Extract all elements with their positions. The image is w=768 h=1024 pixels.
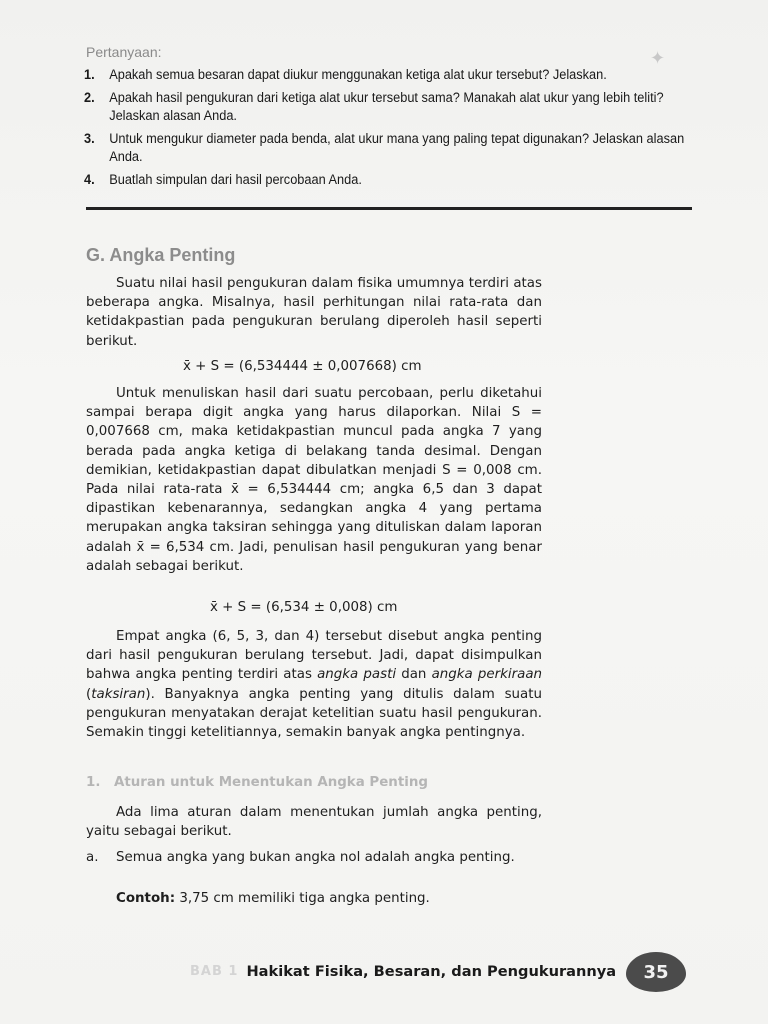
example-text: 3,75 cm memiliki tiga angka penting. bbox=[175, 891, 430, 906]
text-span: Empat angka (6, 5, 3, dan 4) tersebut disebut angka penting dari hasil pengukuran berulang tersebut. Jadi, dapat disimpulkan bahwa angka penting terdiri atas bbox=[86, 629, 542, 683]
question-number: 1. bbox=[84, 67, 95, 83]
example-label: Contoh: bbox=[116, 891, 176, 906]
term-taksiran: taksiran bbox=[91, 686, 146, 702]
question-number: 2. bbox=[84, 90, 95, 106]
rule-item-a bbox=[86, 848, 542, 867]
paragraph-significant bbox=[86, 627, 542, 742]
rule-letter: a. bbox=[86, 850, 99, 865]
question-text: Buatlah simpulan dari hasil percobaan Anda. bbox=[109, 172, 362, 188]
rule-text: Semua angka yang bukan angka nol adalah angka penting. bbox=[116, 850, 515, 865]
list-item bbox=[84, 66, 693, 84]
question-text: Apakah hasil pengukuran dari ketiga alat ukur tersebut sama? Manakah alat ukur yang lebih teliti? Jelaskan alasan Anda. bbox=[109, 90, 664, 124]
chapter-label: BAB 1 bbox=[190, 963, 239, 979]
subsection-heading bbox=[86, 775, 428, 790]
section-title: G. Angka Penting bbox=[86, 245, 236, 265]
page-number: 35 bbox=[643, 961, 669, 983]
example-line bbox=[116, 891, 430, 906]
list-item bbox=[84, 171, 693, 189]
question-text: Apakah semua besaran dapat diukur menggunakan ketiga alat ukur tersebut? Jelaskan. bbox=[109, 67, 607, 83]
paragraph-rounding: Untuk menuliskan hasil dari suatu percobaan, perlu diketahui sampai berapa digit angka yang harus dilaporkan. Nilai S = 0,007668 cm, maka ketidakpastian muncul pada angka 7 yang berada pada angka ketiga di belakang tanda desimal. Dengan demikian, ketidakpastian dapat dibulatkan menjadi S = 0,008 cm. Pada nilai rata-rata x̄ = 6,534444 cm; angka 6,5 dan 3 dapat dipastikan kebenarannya, sedangkan angka 4 yang pertama merupakan angka taksiran sehingga yang dituliskan dalam laporan adalah x̄ = 6,534 cm. Jadi, penulisan hasil pengukuran yang benar adalah sebagai berikut. bbox=[86, 386, 542, 574]
question-number: 4. bbox=[84, 172, 95, 188]
question-list bbox=[84, 66, 694, 194]
text-span: ( bbox=[86, 686, 92, 702]
subsection-title: Aturan untuk Menentukan Angka Penting bbox=[114, 775, 428, 790]
decorative-flourish-icon: ✦ bbox=[650, 48, 666, 69]
page-number-badge bbox=[626, 952, 686, 992]
term-angka-perkiraan: angka perkiraan bbox=[431, 667, 543, 683]
list-item bbox=[84, 89, 693, 125]
page-footer bbox=[190, 958, 616, 984]
question-number: 3. bbox=[84, 131, 95, 147]
formula-result: x̄ + S = (6,534 ± 0,008) cm bbox=[210, 600, 398, 615]
text-span: dan bbox=[396, 667, 432, 683]
term-angka-pasti: angka pasti bbox=[317, 667, 397, 683]
paragraph-intro: Suatu nilai hasil pengukuran dalam fisika umumnya terdiri atas beberapa angka. Misalnya, hasil perhitungan nilai rata-rata dan ketidakpastian pada pengukuran berulang diperoleh hasil seperti berikut. bbox=[86, 276, 542, 349]
paragraph-rules-intro: Ada lima aturan dalam menentukan jumlah angka penting, yaitu sebagai berikut. bbox=[86, 805, 542, 840]
text-span: ). Banyaknya angka penting yang ditulis dalam suatu pengukuran menyatakan derajat ketelitian suatu hasil pengukuran. Semakin tinggi ketelitiannya, semakin banyak angka pentingnya. bbox=[86, 686, 542, 741]
question-text: Untuk mengukur diameter pada benda, alat ukur mana yang paling tepat digunakan? Jelaskan alasan Anda. bbox=[109, 131, 685, 165]
divider bbox=[86, 207, 692, 210]
subsection-number: 1. bbox=[86, 775, 101, 790]
chapter-title: Hakikat Fisika, Besaran, dan Pengukurannya bbox=[246, 962, 617, 980]
formula-initial: x̄ + S = (6,534444 ± 0,007668) cm bbox=[183, 359, 422, 374]
list-item bbox=[84, 130, 693, 166]
questions-heading: Pertanyaan: bbox=[86, 44, 162, 60]
